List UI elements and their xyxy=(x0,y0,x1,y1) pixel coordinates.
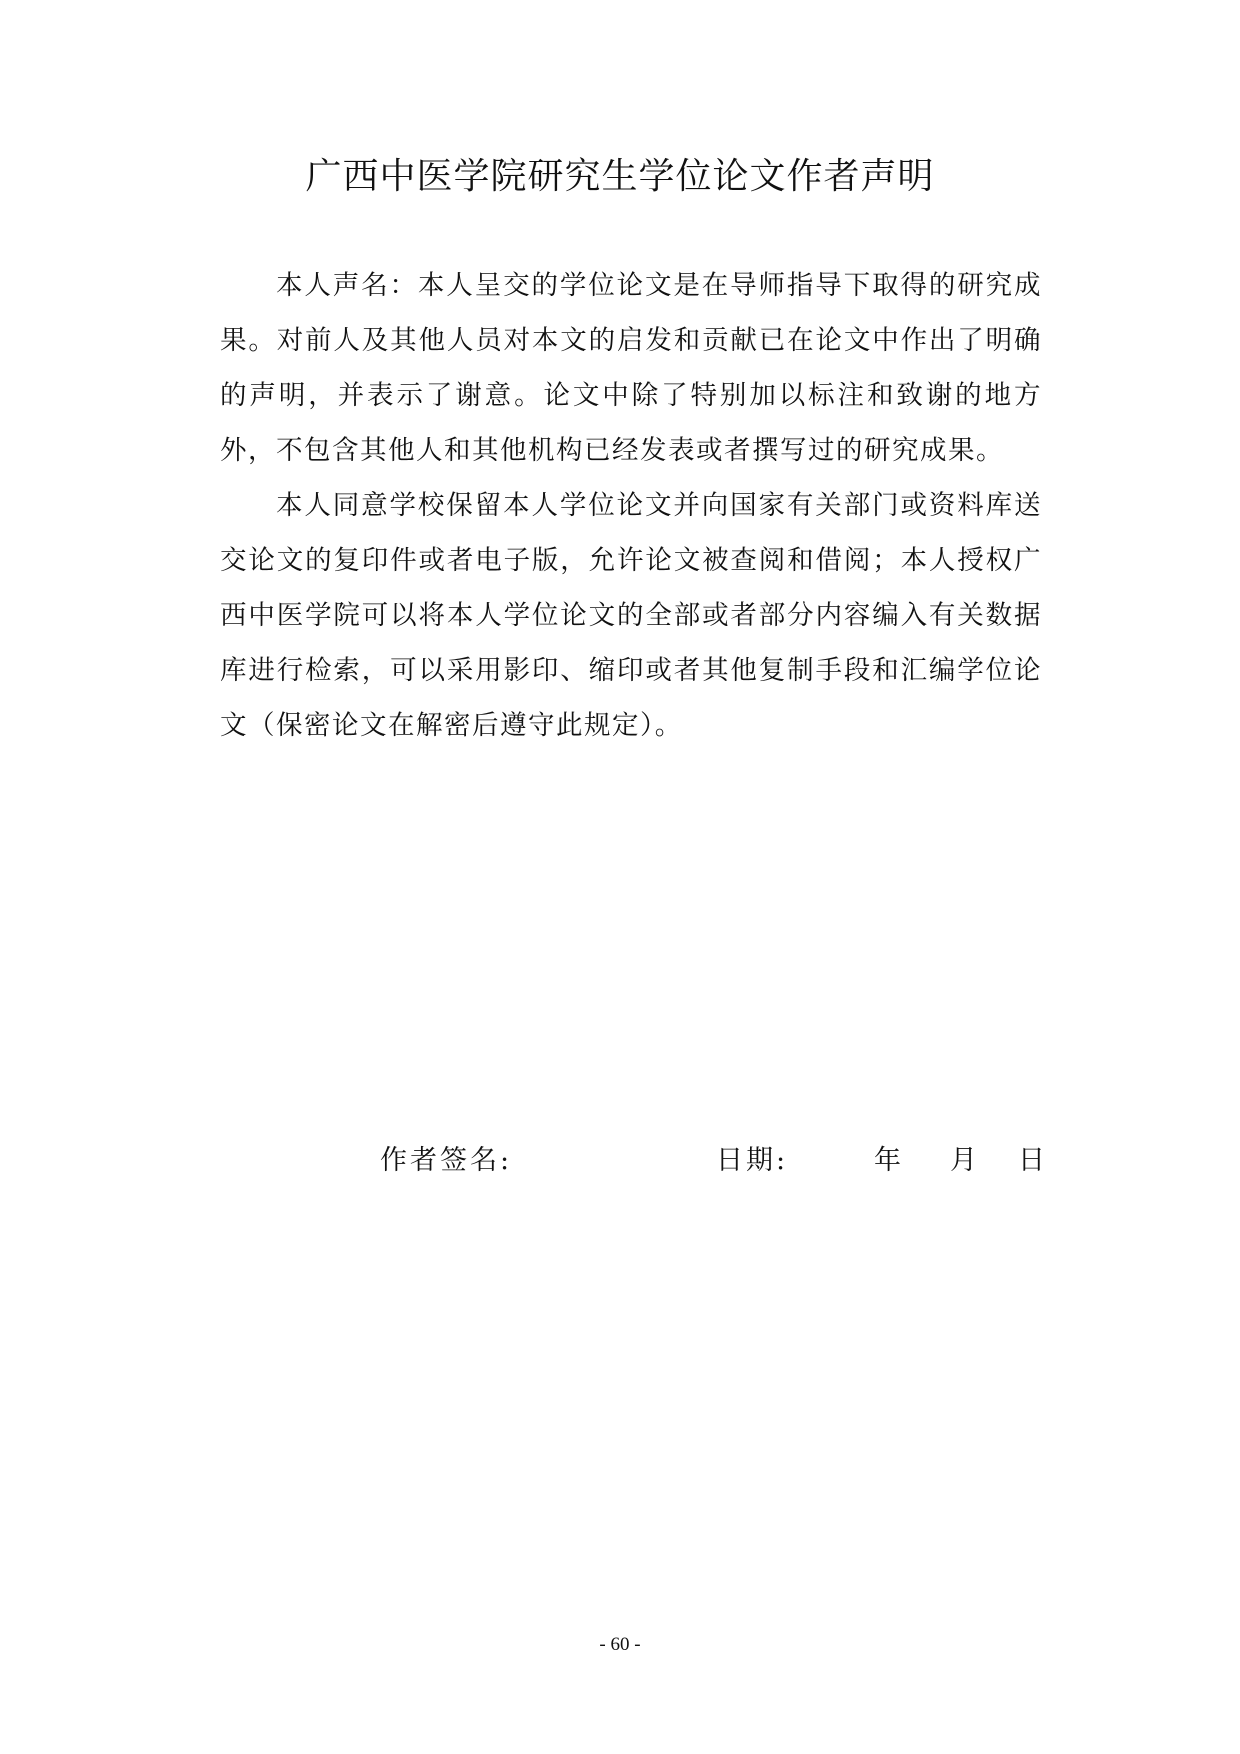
date-day-label: 日 xyxy=(1018,1145,1045,1176)
signature-row xyxy=(0,1136,1240,1186)
declaration-paragraph-originality: 本人声名：本人呈交的学位论文是在导师指导下取得的研究成果。对前人及其他人员对本文的启发和贡献已在论文中作出了明确的声明，并表示了谢意。论文中除了特别加以标注和致谢的地方外，不包含其他人和其他机构已经发表或者撰写过的研究成果。 xyxy=(220,270,1042,466)
page-title: 广西中医学院研究生学位论文作者声明 xyxy=(305,156,935,197)
date-year-label: 年 xyxy=(874,1145,901,1176)
author-signature-label: 作者签名: xyxy=(380,1145,513,1176)
date-label: 日期: xyxy=(716,1145,789,1176)
page-number: - 60 - xyxy=(599,1634,641,1655)
declaration-paragraph-authorization: 本人同意学校保留本人学位论文并向国家有关部门或资料库送交论文的复印件或者电子版，允许论文被查阅和借阅；本人授权广西中医学院可以将本人学位论文的全部或者部分内容编入有关数据库进行检索，可以采用影印、缩印或者其他复制手段和汇编学位论文（保密论文在解密后遵守此规定）。 xyxy=(220,490,1042,741)
declaration-body xyxy=(220,258,1042,753)
date-month-label: 月 xyxy=(950,1145,977,1176)
